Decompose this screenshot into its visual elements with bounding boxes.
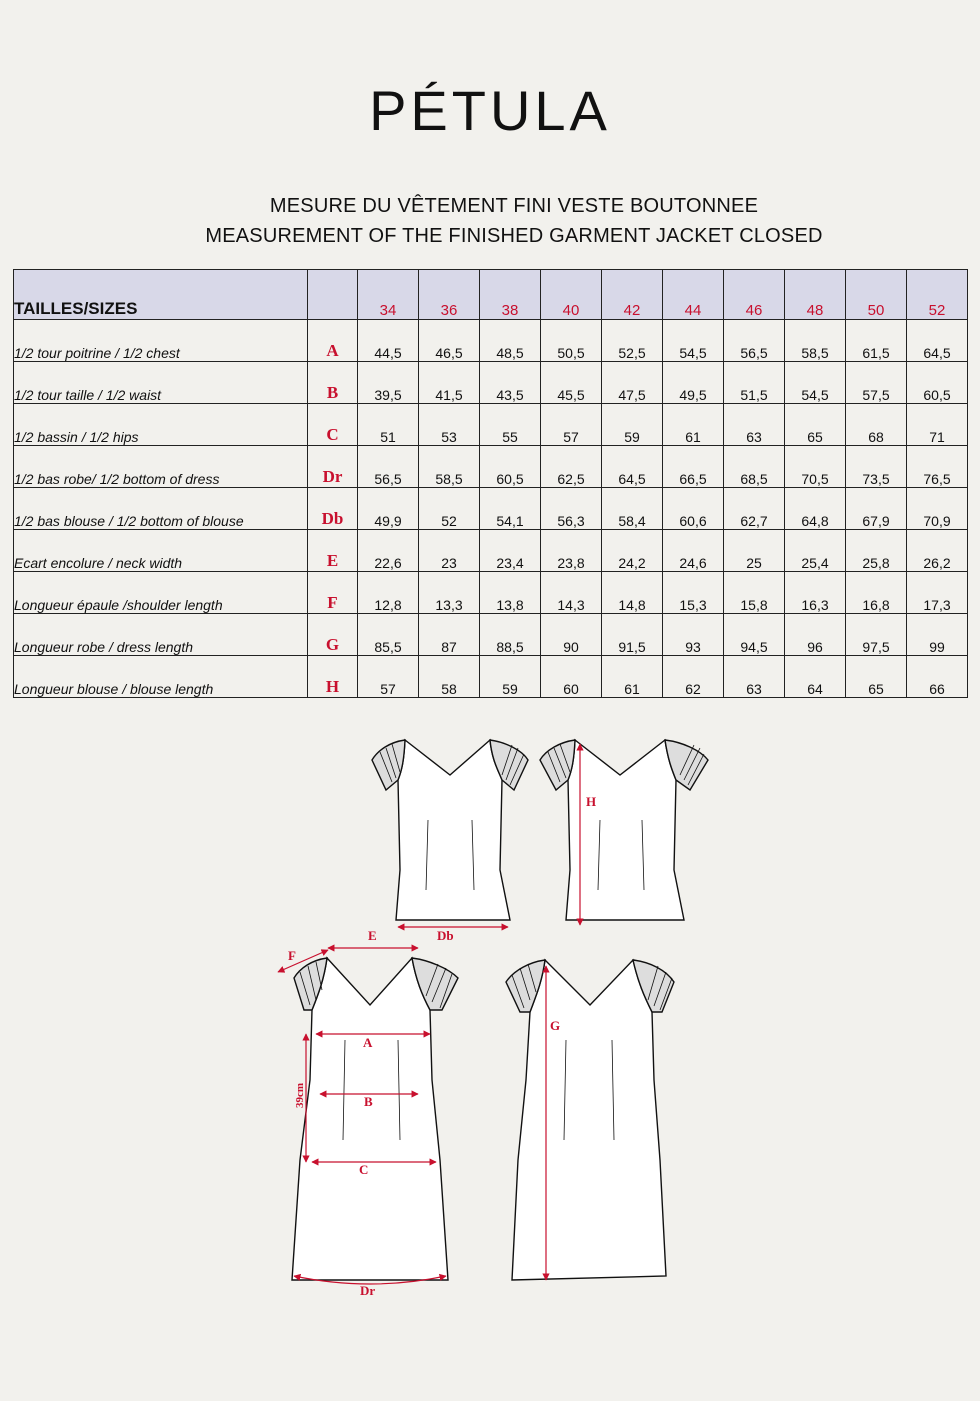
measurement-label: 1/2 bassin / 1/2 hips — [14, 404, 308, 446]
measurement-value: 56,5 — [358, 446, 419, 488]
measurement-value: 54,1 — [480, 488, 541, 530]
size-header-36: 36 — [419, 270, 480, 320]
sizes-header-label: TAILLES/SIZES — [14, 270, 308, 320]
measurement-value: 58,5 — [419, 446, 480, 488]
measurement-letter: E — [308, 530, 358, 572]
measurement-value: 68 — [846, 404, 907, 446]
table-row — [14, 572, 968, 614]
measurement-value: 56,5 — [724, 320, 785, 362]
measurement-label: 1/2 tour taille / 1/2 waist — [14, 362, 308, 404]
table-row — [14, 614, 968, 656]
measurement-label: 1/2 bas blouse / 1/2 bottom of blouse — [14, 488, 308, 530]
measurement-value: 62,5 — [541, 446, 602, 488]
size-header-48: 48 — [785, 270, 846, 320]
measurement-value: 66,5 — [663, 446, 724, 488]
subtitle-french: MESURE DU VÊTEMENT FINI VESTE BOUTONNEE — [269, 195, 759, 217]
measurement-value: 25,8 — [846, 530, 907, 572]
measurement-value: 47,5 — [602, 362, 663, 404]
measurement-value: 65 — [846, 656, 907, 698]
dress-front-drawing — [292, 958, 458, 1280]
measurement-value: 12,8 — [358, 572, 419, 614]
measurement-value: 54,5 — [785, 362, 846, 404]
measurement-value: 97,5 — [846, 614, 907, 656]
label-f: F — [288, 948, 296, 963]
blouse-front-drawing — [372, 740, 528, 920]
measurement-letter: G — [308, 614, 358, 656]
measurement-value: 56,3 — [541, 488, 602, 530]
measurement-value: 43,5 — [480, 362, 541, 404]
dress-back-drawing — [506, 960, 674, 1280]
measurement-value: 52 — [419, 488, 480, 530]
measurement-value: 45,5 — [541, 362, 602, 404]
measurement-letter: H — [308, 656, 358, 698]
measurement-value: 57,5 — [846, 362, 907, 404]
measurement-value: 58,4 — [602, 488, 663, 530]
measurement-value: 93 — [663, 614, 724, 656]
measurement-label: Ecart encolure / neck width — [14, 530, 308, 572]
measurement-value: 23,8 — [541, 530, 602, 572]
measurement-value: 39,5 — [358, 362, 419, 404]
measurement-value: 16,8 — [846, 572, 907, 614]
measurement-value: 68,5 — [724, 446, 785, 488]
measurement-value: 73,5 — [846, 446, 907, 488]
table-row — [14, 656, 968, 698]
measurement-value: 67,9 — [846, 488, 907, 530]
measurement-value: 51,5 — [724, 362, 785, 404]
measurement-value: 70,9 — [907, 488, 968, 530]
size-header-52: 52 — [907, 270, 968, 320]
measurement-value: 23,4 — [480, 530, 541, 572]
measurement-value: 96 — [785, 614, 846, 656]
measurement-letter: Db — [308, 488, 358, 530]
measurement-value: 50,5 — [541, 320, 602, 362]
table-row — [14, 404, 968, 446]
measurement-value: 52,5 — [602, 320, 663, 362]
measurement-value: 14,8 — [602, 572, 663, 614]
size-header-34: 34 — [358, 270, 419, 320]
size-header-44: 44 — [663, 270, 724, 320]
measurement-value: 63 — [724, 656, 785, 698]
table-row — [14, 530, 968, 572]
measurement-value: 46,5 — [419, 320, 480, 362]
measurement-value: 87 — [419, 614, 480, 656]
label-39cm: 39cm — [294, 1082, 306, 1108]
measurement-value: 15,3 — [663, 572, 724, 614]
measurement-value: 64,8 — [785, 488, 846, 530]
measurement-value: 66 — [907, 656, 968, 698]
label-db: Db — [437, 928, 454, 943]
measurement-letter: C — [308, 404, 358, 446]
label-dr: Dr — [360, 1283, 376, 1298]
measurement-label: Longueur blouse / blouse length — [14, 656, 308, 698]
measurement-value: 62 — [663, 656, 724, 698]
measurement-value: 58,5 — [785, 320, 846, 362]
measurement-value: 65 — [785, 404, 846, 446]
measurement-value: 64,5 — [907, 320, 968, 362]
measurement-value: 14,3 — [541, 572, 602, 614]
measurement-value: 59 — [602, 404, 663, 446]
measurement-value: 24,6 — [663, 530, 724, 572]
label-b: B — [364, 1094, 373, 1109]
table-row — [14, 488, 968, 530]
measurement-label: 1/2 bas robe/ 1/2 bottom of dress — [14, 446, 308, 488]
measurement-value: 58 — [419, 656, 480, 698]
measurement-value: 54,5 — [663, 320, 724, 362]
measurement-value: 60,5 — [907, 362, 968, 404]
label-e: E — [368, 928, 377, 943]
label-a: A — [363, 1035, 373, 1050]
size-header-40: 40 — [541, 270, 602, 320]
measurement-label: Longueur robe / dress length — [14, 614, 308, 656]
measurement-label: 1/2 tour poitrine / 1/2 chest — [14, 320, 308, 362]
measurement-value: 62,7 — [724, 488, 785, 530]
measurement-value: 91,5 — [602, 614, 663, 656]
measurement-value: 26,2 — [907, 530, 968, 572]
table-row — [14, 362, 968, 404]
page-title: PÉTULA — [369, 79, 611, 142]
measurement-value: 41,5 — [419, 362, 480, 404]
measurement-value: 13,3 — [419, 572, 480, 614]
measurement-value: 57 — [541, 404, 602, 446]
measurement-value: 51 — [358, 404, 419, 446]
table-header-row — [14, 270, 968, 320]
measurement-value: 64 — [785, 656, 846, 698]
measurement-value: 16,3 — [785, 572, 846, 614]
measurement-letter: B — [308, 362, 358, 404]
measurement-value: 90 — [541, 614, 602, 656]
measurement-value: 61,5 — [846, 320, 907, 362]
measurement-value: 60,6 — [663, 488, 724, 530]
subtitle-english: MEASUREMENT OF THE FINISHED GARMENT JACKET CLOSED — [205, 225, 823, 247]
measurement-value: 60 — [541, 656, 602, 698]
measurement-value: 64,5 — [602, 446, 663, 488]
label-g: G — [550, 1018, 561, 1033]
measurement-value: 22,6 — [358, 530, 419, 572]
measurement-value: 94,5 — [724, 614, 785, 656]
table-row — [14, 446, 968, 488]
measurement-value: 63 — [724, 404, 785, 446]
measurement-value: 59 — [480, 656, 541, 698]
measurement-value: 48,5 — [480, 320, 541, 362]
size-chart-table — [13, 269, 968, 698]
measurement-value: 23 — [419, 530, 480, 572]
measurement-value: 88,5 — [480, 614, 541, 656]
measurement-letter: A — [308, 320, 358, 362]
measurement-value: 55 — [480, 404, 541, 446]
measurement-value: 49,5 — [663, 362, 724, 404]
measurement-label: Longueur épaule /shoulder length — [14, 572, 308, 614]
measurement-value: 85,5 — [358, 614, 419, 656]
measurement-value: 15,8 — [724, 572, 785, 614]
size-header-46: 46 — [724, 270, 785, 320]
measurement-value: 61 — [663, 404, 724, 446]
size-header-50: 50 — [846, 270, 907, 320]
measurement-letter: Dr — [308, 446, 358, 488]
measurement-value: 13,8 — [480, 572, 541, 614]
blouse-back-drawing — [540, 740, 708, 920]
measurement-value: 25,4 — [785, 530, 846, 572]
measurement-value: 44,5 — [358, 320, 419, 362]
table-body — [14, 320, 968, 698]
size-header-42: 42 — [602, 270, 663, 320]
measurement-value: 70,5 — [785, 446, 846, 488]
label-h: H — [586, 794, 597, 809]
measurement-letter: F — [308, 572, 358, 614]
measurement-value: 24,2 — [602, 530, 663, 572]
measurement-value: 71 — [907, 404, 968, 446]
size-header-38: 38 — [480, 270, 541, 320]
label-c: C — [359, 1162, 369, 1177]
table-row — [14, 320, 968, 362]
measurement-value: 60,5 — [480, 446, 541, 488]
measurement-value: 61 — [602, 656, 663, 698]
letter-header-cell — [308, 270, 358, 320]
garment-technical-drawings — [0, 720, 980, 1320]
measurement-value: 99 — [907, 614, 968, 656]
measurement-value: 25 — [724, 530, 785, 572]
measurement-value: 17,3 — [907, 572, 968, 614]
measurement-value: 76,5 — [907, 446, 968, 488]
measurement-value: 53 — [419, 404, 480, 446]
measurement-value: 49,9 — [358, 488, 419, 530]
measurement-value: 57 — [358, 656, 419, 698]
